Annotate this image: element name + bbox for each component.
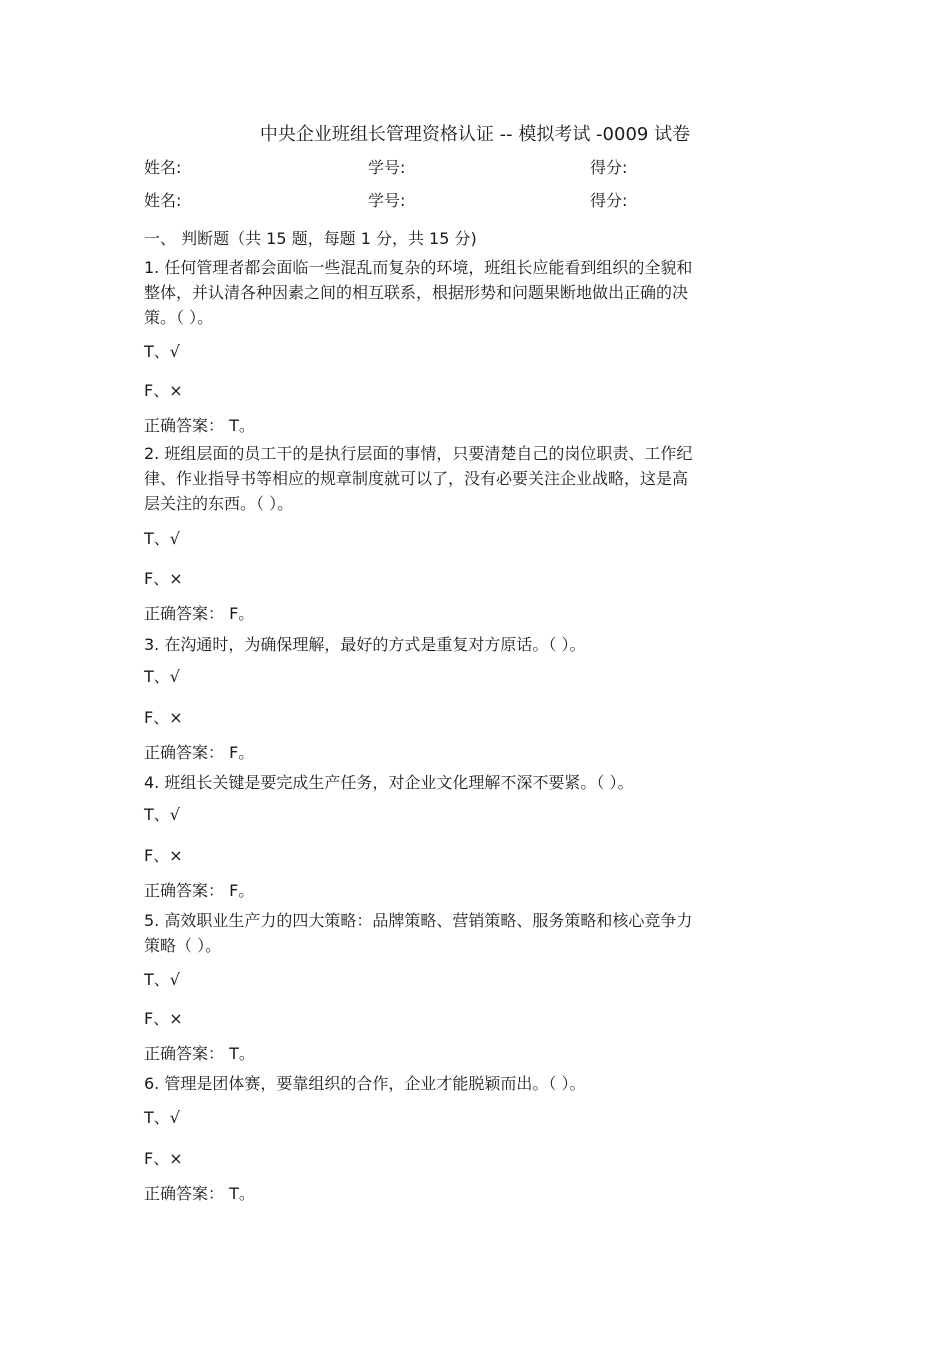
score-label: 得分: xyxy=(590,191,628,210)
option-false: F、× xyxy=(144,1009,183,1028)
option-true: T、√ xyxy=(144,529,180,548)
correct-answer: 正确答案： F。 xyxy=(144,743,255,762)
option-false: F、× xyxy=(144,381,183,400)
question-text: 6. 管理是团体赛，要靠组织的合作，企业才能脱颖而出。（ ）。 xyxy=(144,1074,586,1093)
correct-answer: 正确答案： T。 xyxy=(144,1044,255,1063)
correct-answer: 正确答案： T。 xyxy=(144,416,255,435)
info-row xyxy=(144,155,764,177)
option-true: T、√ xyxy=(144,805,180,824)
score-label: 得分: xyxy=(590,158,628,177)
option-true: T、√ xyxy=(144,342,180,361)
option-true: T、√ xyxy=(144,667,180,686)
correct-answer: 正确答案： F。 xyxy=(144,881,255,900)
option-false: F、× xyxy=(144,1149,183,1168)
option-true: T、√ xyxy=(144,1108,180,1127)
name-label: 姓名: xyxy=(144,191,182,210)
section-header: 一、 判断题（共 15 题，每题 1 分，共 15 分) xyxy=(144,229,477,248)
correct-answer: 正确答案： T。 xyxy=(144,1184,255,1203)
option-false: F、× xyxy=(144,708,183,727)
question-text: 4. 班组长关键是要完成生产任务，对企业文化理解不深不要紧。（ ）。 xyxy=(144,773,634,792)
info-row xyxy=(144,188,764,210)
question-text: 3. 在沟通时，为确保理解，最好的方式是重复对方原话。（ ）。 xyxy=(144,635,586,654)
page-title: 中央企业班组长管理资格认证 -- 模拟考试 -0009 试卷 xyxy=(259,124,691,145)
option-true: T、√ xyxy=(144,970,180,989)
name-label: 姓名: xyxy=(144,158,182,177)
question-text: 5. 高效职业生产力的四大策略：品牌策略、营销策略、服务策略和核心竞争力 策略（ ）。 xyxy=(144,911,693,955)
option-false: F、× xyxy=(144,569,183,588)
correct-answer: 正确答案： F。 xyxy=(144,604,255,623)
student-id-label: 学号: xyxy=(368,191,406,210)
question-text: 2. 班组层面的员工干的是执行层面的事情，只要清楚自己的岗位职责、工作纪 律、作业指导书等相应的规章制度就可以了，没有必要关注企业战略，这是高 层关注的东西。（ ）。 xyxy=(144,444,693,513)
student-id-label: 学号: xyxy=(368,158,406,177)
question-text: 1. 任何管理者都会面临一些混乱而复杂的环境，班组长应能看到组织的全貌和 整体，并认清各种因素之间的相互联系，根据形势和问题果断地做出正确的决 策。（ ）。 xyxy=(144,258,693,327)
option-false: F、× xyxy=(144,846,183,865)
